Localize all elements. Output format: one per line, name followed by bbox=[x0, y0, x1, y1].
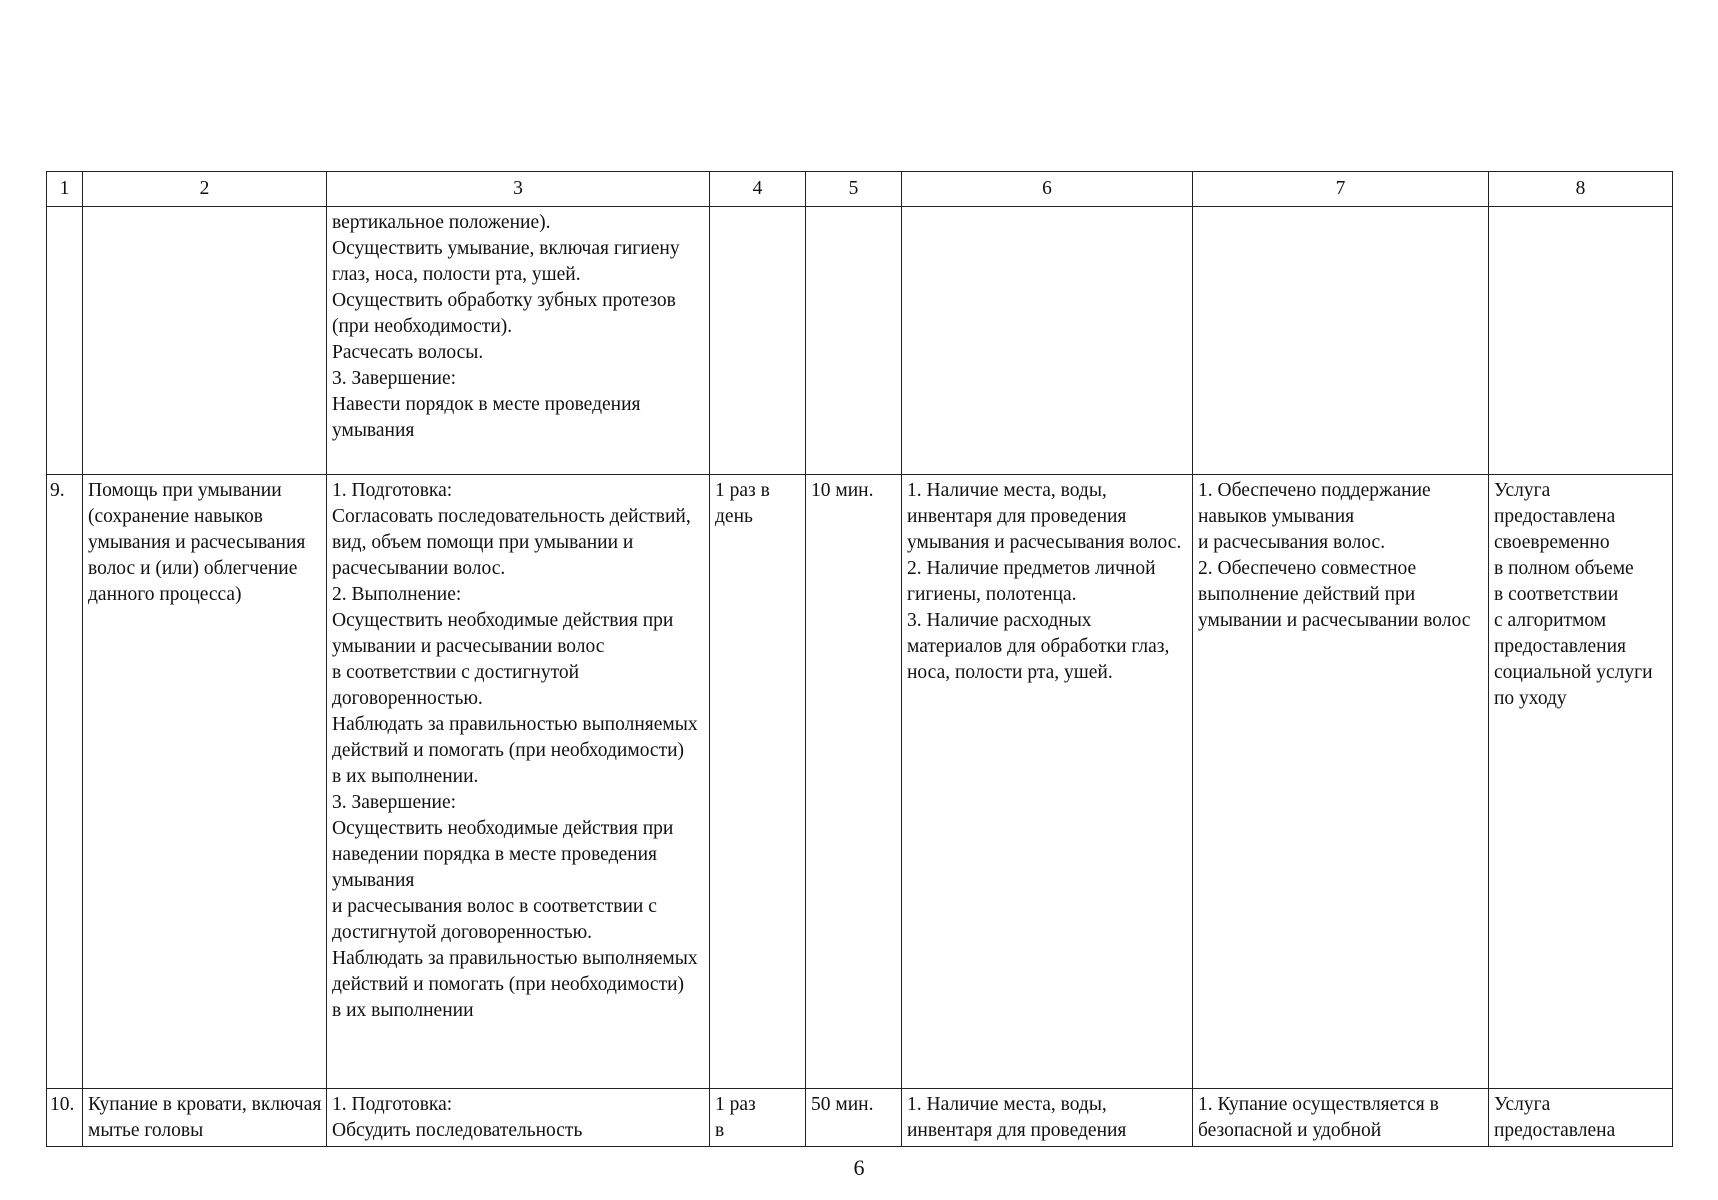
service-frequency: 1 раз в день bbox=[710, 475, 806, 1089]
column-header: 1 bbox=[47, 172, 83, 207]
table-row bbox=[47, 207, 1673, 475]
service-conditions: 1. Наличие места, воды, инвентаря для проведения bbox=[902, 1089, 1193, 1147]
service-name bbox=[83, 207, 327, 475]
service-duration: 50 мин. bbox=[806, 1089, 902, 1147]
column-header: 2 bbox=[83, 172, 327, 207]
column-header: 3 bbox=[327, 172, 710, 207]
service-procedure: 1. Подготовка: Обсудить последовательность bbox=[327, 1089, 710, 1147]
service-frequency bbox=[710, 207, 806, 475]
service-procedure: вертикальное положение). Осуществить умывание, включая гигиену глаз, носа, полости рта, ушей. Осуществить обработку зубных протезов (при необходимости). Расчесать волосы. 3. Завершение: Навести порядок в месте проведения умывания bbox=[327, 207, 710, 475]
services-table bbox=[46, 171, 1673, 1147]
service-duration bbox=[806, 207, 902, 475]
service-result: Услуга предоставлена bbox=[1489, 1089, 1673, 1147]
column-header: 8 bbox=[1489, 172, 1673, 207]
service-result bbox=[1489, 207, 1673, 475]
service-duration: 10 мин. bbox=[806, 475, 902, 1089]
table-row bbox=[47, 1089, 1673, 1147]
row-number bbox=[47, 207, 83, 475]
column-header: 5 bbox=[806, 172, 902, 207]
service-frequency: 1 раз в bbox=[710, 1089, 806, 1147]
column-header: 4 bbox=[710, 172, 806, 207]
page-number: 6 bbox=[853, 1155, 865, 1180]
service-indicators bbox=[1193, 207, 1489, 475]
service-name: Помощь при умывании (сохранение навыков умывания и расчесывания волос и (или) облегчение данного процесса) bbox=[83, 475, 327, 1089]
service-result: Услуга предоставлена своевременно в полном объеме в соответствии с алгоритмом предоставления социальной услуги по уходу bbox=[1489, 475, 1673, 1089]
row-number: 9. bbox=[47, 475, 83, 1089]
service-procedure: 1. Подготовка: Согласовать последовательность действий, вид, объем помощи при умывании и расчесывании волос. 2. Выполнение: Осуществить необходимые действия при умывании и расчесывании волос в соответствии с достигнутой договоренностью. Наблюдать за правильностью выполняемых действий и помогать (при необходимости) в их выполнении. 3. Завершение: Осуществить необходимые действия при наведении порядка в месте проведения умывания и расчесывания волос в соответствии с достигнутой договоренностью. Наблюдать за правильностью выполняемых действий и помогать (при необходимости) в их выполнении bbox=[327, 475, 710, 1089]
column-header: 6 bbox=[902, 172, 1193, 207]
service-indicators: 1. Купание осуществляется в безопасной и удобной bbox=[1193, 1089, 1489, 1147]
table-header-row bbox=[47, 172, 1673, 207]
service-conditions: 1. Наличие места, воды, инвентаря для проведения умывания и расчесывания волос. 2. Наличие предметов личной гигиены, полотенца. 3. Наличие расходных материалов для обработки глаз, носа, полости рта, ушей. bbox=[902, 475, 1193, 1089]
service-indicators: 1. Обеспечено поддержание навыков умывания и расчесывания волос. 2. Обеспечено совместное выполнение действий при умывании и расчесывании волос bbox=[1193, 475, 1489, 1089]
column-header: 7 bbox=[1193, 172, 1489, 207]
service-name: Купание в кровати, включая мытье головы bbox=[83, 1089, 327, 1147]
table-row bbox=[47, 475, 1673, 1089]
row-number: 10. bbox=[47, 1089, 83, 1147]
service-conditions bbox=[902, 207, 1193, 475]
